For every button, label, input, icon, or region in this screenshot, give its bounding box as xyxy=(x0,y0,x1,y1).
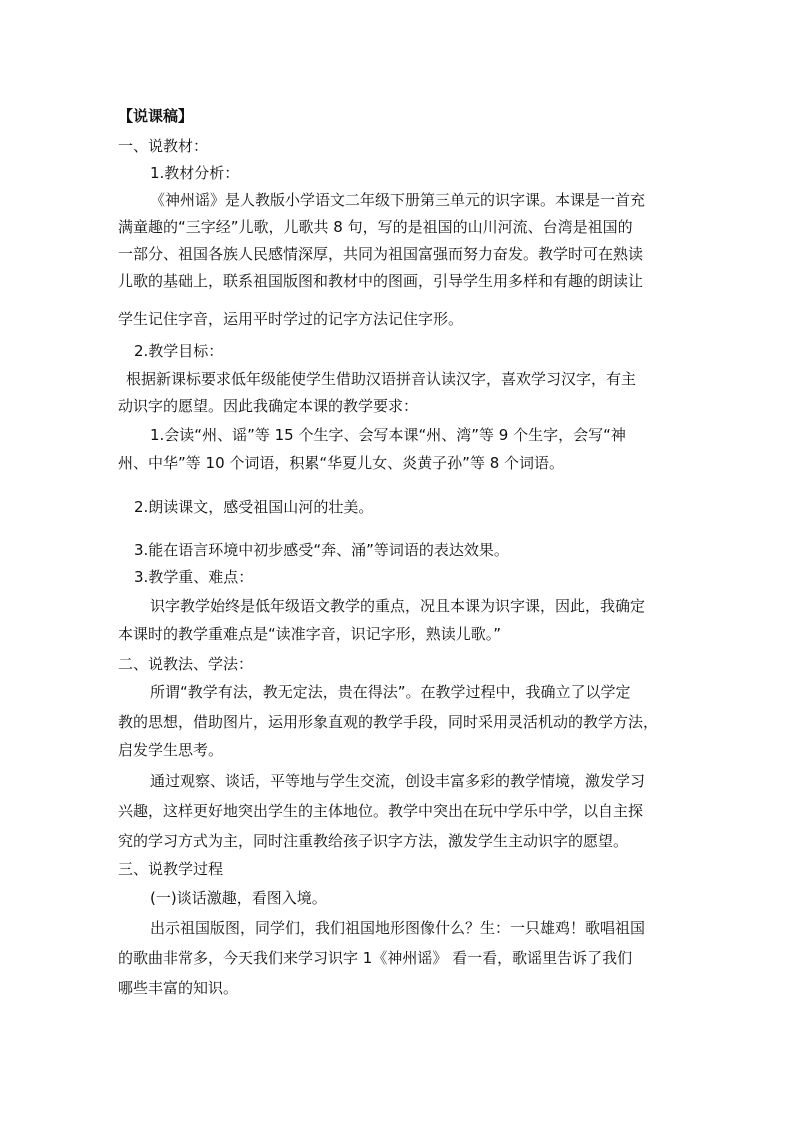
paragraph-line: 出示祖国版图，同学们，我们祖国地形图像什么？生：一只雄鸡！歌唱祖国 xyxy=(150,919,646,937)
section-2-title: 二、说教法、学法： xyxy=(118,655,254,673)
item-2-title: 2.教学目标： xyxy=(134,342,224,360)
paragraph-line: 兴趣，这样更好地突出学生的主体地位。教学中突出在玩中学乐中学，以自主探 xyxy=(118,802,644,820)
paragraph-line: 1.会读“州、谣”等 15 个生字、会写本课“州、湾”等 9 个生字，会写“神 xyxy=(150,426,626,444)
paragraph-line: 一部分、祖国各族人民感情深厚，共同为祖国富强而努力奋发。教学时可在熟读 xyxy=(118,245,644,263)
paragraph-line: 本课时的教学重难点是“读准字音，识记字形，熟读儿歌。” xyxy=(118,625,502,643)
paragraph-line: 启发学生思考。 xyxy=(118,741,224,759)
paragraph-line: 州、中华”等 10 个词语，积累“华夏儿女、炎黄子孙”等 8 个词语。 xyxy=(118,454,565,472)
paragraph-line: 哪些丰富的知识。 xyxy=(118,979,239,997)
paragraph-line: 识字教学始终是低年级语文教学的重点，况且本课为识字课，因此，我确定 xyxy=(150,597,646,615)
subsection-title: (一)谈话激趣，看图入境。 xyxy=(150,889,327,907)
paragraph-line: 《神州谣》是人教版小学语文二年级下册第三单元的识字课。本课是一首充 xyxy=(150,191,646,209)
paragraph-line: 通过观察、谈话，平等地与学生交流，创设丰富多彩的教学情境，激发学习 xyxy=(150,772,646,790)
item-1-title: 1.教材分析： xyxy=(150,164,240,182)
paragraph-line: 教的思想，借助图片，运用形象直观的教学手段，同时采用灵活机动的教学方法， xyxy=(118,713,659,731)
paragraph-line: 所谓“教学有法，教无定法，贵在得法”。在教学过程中，我确立了以学定 xyxy=(150,683,631,701)
paragraph-line: 动识字的愿望。因此我确定本课的教学要求： xyxy=(118,397,419,415)
item-3-title: 3.教学重、难点： xyxy=(134,568,254,586)
paragraph-line: 根据新课标要求低年级能使学生借助汉语拼音认读汉字，喜欢学习汉字，有主 xyxy=(126,370,637,388)
paragraph-line: 儿歌的基础上，联系祖国版图和教材中的图画，引导学生用多样和有趣的朗读让 xyxy=(118,272,644,290)
paragraph-line: 的歌曲非常多，今天我们来学习识字 1《神州谣》 看一看，歌谣里告诉了我们 xyxy=(118,949,633,967)
paragraph-line: 满童趣的“三字经”儿歌，儿歌共 8 句，写的是祖国的山川河流、台湾是祖国的 xyxy=(118,218,633,236)
document-heading: 【说课稿】 xyxy=(118,107,194,125)
paragraph-line: 2.朗读课文，感受祖国山河的壮美。 xyxy=(134,498,374,516)
paragraph-line: 学生记住字音，运用平时学过的记字方法记住字形。 xyxy=(118,310,464,328)
paragraph-line: 3.能在语言环境中初步感受“奔、涌”等词语的表达效果。 xyxy=(134,541,509,559)
paragraph-line: 究的学习方式为主，同时注重教给孩子识字方法，激发学生主动识字的愿望。 xyxy=(118,832,629,850)
section-1-title: 一、说教材： xyxy=(118,137,209,155)
section-3-title: 三、说教学过程 xyxy=(118,860,224,878)
